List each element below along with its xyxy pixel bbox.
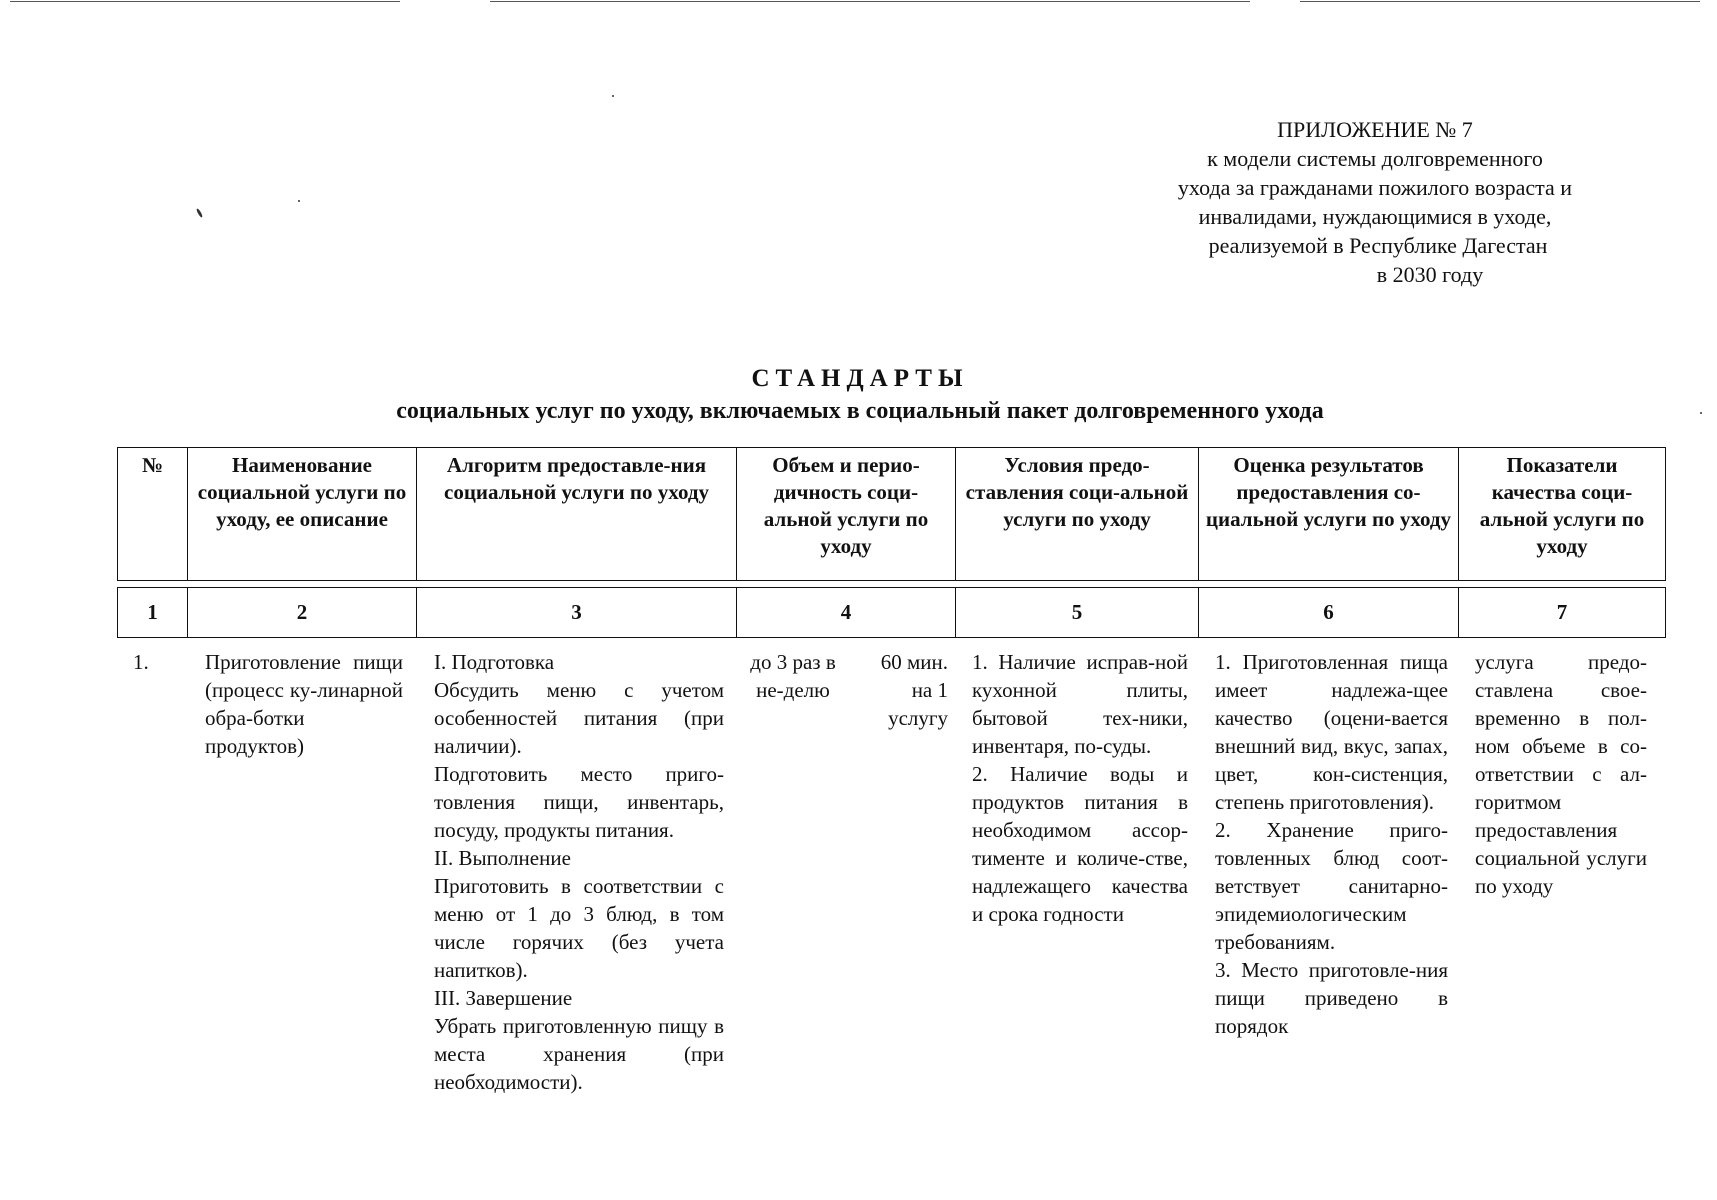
algorithm-line: Убрать приготовленную пищу в места хранения (при необходимости). [434, 1014, 724, 1094]
row-algorithm [434, 648, 724, 1096]
conditions-item: 1. Наличие исправ-ной кухонной плиты, бытовой тех-ники, инвентаря, по-суды. [972, 650, 1188, 758]
scan-edge-line [1300, 1, 1700, 2]
evaluation-item: 3. Место приготовле-ния пищи приведено в порядок [1215, 958, 1448, 1038]
conditions-item: 2. Наличие воды и продуктов питания в необходимом ассор-тименте и количе-стве, надлежащего качества и срока годности [972, 762, 1188, 926]
table-header [117, 447, 1666, 581]
algorithm-line: III. Завершение [434, 986, 573, 1010]
row-conditions [972, 648, 1188, 928]
scan-edge-line [490, 1, 1250, 2]
scan-speck [298, 200, 300, 202]
appendix-line: реализуемой в Республике Дагестан [1208, 233, 1548, 258]
row-quality-indicators: услуга предо-ставлена свое-временно в пол-ном объеме в со-ответствии с ал-горитмом предоставления социальной услуги по уходу [1475, 650, 1647, 898]
header-cell-evaluation: Оценка результатов предоставления со-циальной услуги по уходу [1199, 448, 1459, 581]
column-number: 4 [737, 588, 956, 638]
appendix-note [1150, 115, 1600, 289]
scan-speck [196, 208, 204, 218]
column-number: 5 [956, 588, 1199, 638]
title-main: СТАНДАРТЫ [751, 365, 969, 392]
column-number: 7 [1459, 588, 1666, 638]
scan-speck [1700, 412, 1702, 414]
column-number: 3 [417, 588, 737, 638]
header-cell-conditions: Условия предо-ставления соци-альной услуги по уходу [956, 448, 1199, 581]
appendix-line: в 2030 году [1376, 262, 1484, 287]
algorithm-line: Обсудить меню с учетом особенностей питания (при наличии). [434, 678, 724, 758]
appendix-line: инвалидами, нуждающимися в уходе, [1198, 204, 1552, 229]
header-cell-algorithm: Алгоритм предоставле-ния социальной услуги по уходу [417, 448, 737, 581]
header-cell-number: № [118, 448, 188, 581]
scan-edge-line [10, 1, 400, 2]
appendix-line: к модели системы долговременного [1207, 146, 1543, 171]
title-subtitle: социальных услуг по уходу, включаемых в социальный пакет долговременного ухода [396, 398, 1324, 424]
row-evaluation [1215, 648, 1448, 1040]
column-number: 1 [118, 588, 188, 638]
header-cell-name: Наименование социальной услуги по уходу, ее описание [188, 448, 417, 581]
scan-speck [612, 95, 614, 97]
row-volume-duration: 60 мин. на 1 услугу [880, 650, 948, 730]
algorithm-line: Подготовить место приго-товления пищи, инвентарь, посуду, продукты питания. [434, 762, 724, 842]
algorithm-line: Приготовить в соответствии с меню от 1 до 3 блюд, в том числе горячих (без учета напитков). [434, 874, 724, 982]
header-cell-volume: Объем и перио-дичность соци-альной услуги по уходу [737, 448, 956, 581]
appendix-line: ухода за гражданами пожилого возраста и [1177, 175, 1573, 200]
row-number: 1. [133, 650, 149, 674]
table-column-numbers [117, 587, 1666, 638]
appendix-line: ПРИЛОЖЕНИЕ № 7 [1277, 117, 1473, 142]
evaluation-item: 1. Приготовленная пища имеет надлежа-щее качество (оцени-вается внешний вид, вкус, запах, цвет, кон-систенция, степень приготовления). [1215, 650, 1448, 814]
algorithm-line: II. Выполнение [434, 846, 571, 870]
column-number: 6 [1199, 588, 1459, 638]
document-title [100, 363, 1620, 427]
evaluation-item: 2. Хранение приго-товленных блюд соот-ветствует санитарно-эпидемиологическим требованиям. [1215, 818, 1448, 954]
column-number: 2 [188, 588, 417, 638]
header-cell-quality: Показатели качества соци-альной услуги по уходу [1459, 448, 1666, 581]
row-service-name: Приготовление пищи (процесс ку-линарной обра-ботки продуктов) [205, 650, 403, 758]
algorithm-line: I. Подготовка [434, 650, 555, 674]
row-volume-frequency: до 3 раз в не-делю [750, 650, 836, 702]
